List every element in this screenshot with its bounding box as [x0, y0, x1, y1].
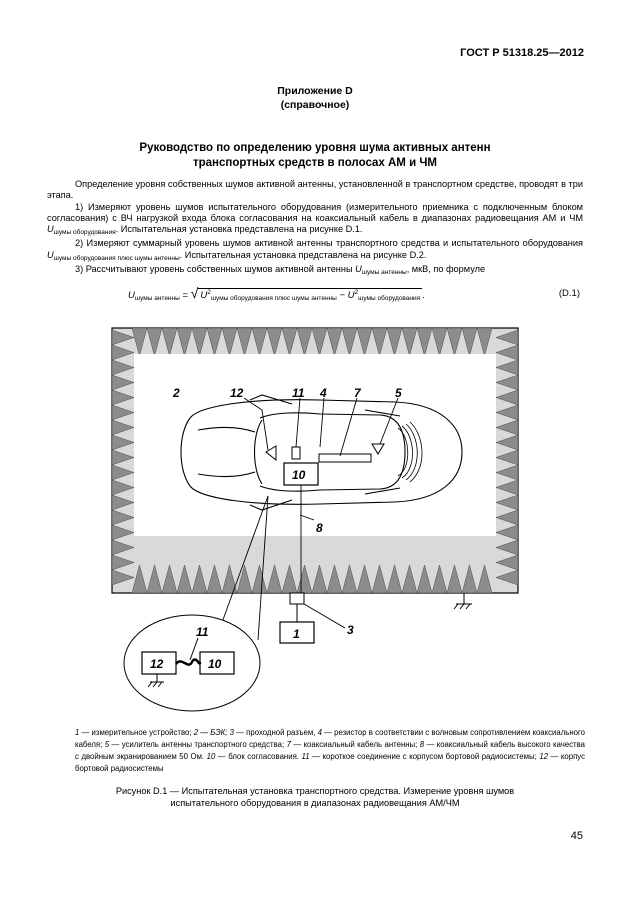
formula-equals: = — [182, 290, 188, 301]
figure-caption — [0, 785, 630, 809]
figure-legend — [75, 727, 585, 775]
feedthrough-connector — [290, 593, 304, 604]
formula-term1-subscript: шумы оборудования плюс шумы антенны — [210, 295, 337, 302]
label-4: 4 — [320, 386, 327, 400]
legend-text-8: — коаксиальный кабель высокого качества с двойным экранированием 50 Ом. — [75, 740, 586, 761]
step-1-subscript: шумы оборудования — [53, 229, 116, 237]
label-1: 1 — [293, 627, 300, 641]
title-line-2: транспортных средств в полосах АМ и ЧМ — [193, 157, 437, 169]
legend-text-5: — усилитель антенны транспортного средства; — [109, 740, 287, 749]
annex-name: Приложение D — [277, 85, 353, 97]
detail-label-10: 10 — [208, 657, 222, 671]
annex-kind: (справочное) — [280, 99, 350, 111]
legend-text-11: — короткое соединение с корпусом бортовой радиосистемы; — [309, 752, 540, 761]
step-3-subscript: шумы антенны — [361, 269, 407, 277]
formula-term2-subscript: шумы оборудования — [358, 295, 421, 302]
caption-line-1: Рисунок D.1 — Испытательная установка транспортного средства. Измерение уровня шумов — [115, 786, 515, 796]
step-2-text: 2) Измеряют суммарный уровень шумов активной антенны транспортного средства и испытательного оборудования — [75, 238, 583, 249]
label-11: 11 — [292, 386, 305, 400]
ground-icon — [454, 593, 472, 609]
step-2-tail: . Испытательная установка представлена на рисунке D.2. — [179, 249, 427, 260]
legend-text-1: — измерительное устройство; — [79, 728, 194, 737]
legend-text-4: — резистор в соответствии с волновым сопротивлением коаксиального кабеля; — [75, 728, 585, 749]
step-3-tail: , мкВ, по формуле — [406, 264, 486, 275]
chamber-interior — [134, 354, 496, 536]
label-3: 3 — [347, 623, 354, 637]
legend-text-10: — блок согласования. — [215, 752, 302, 761]
legend-num-4: 4 — [317, 728, 322, 737]
formula-end: . — [422, 290, 425, 301]
legend-text-7: — коаксиальный кабель антенны; — [290, 740, 420, 749]
detail-label-12: 12 — [150, 657, 164, 671]
legend-num-2: 2 — [193, 728, 199, 737]
formula-lhs-symbol: U — [128, 290, 135, 301]
title-line-1: Руководство по определению уровня шума активных антенн — [139, 142, 491, 154]
label-2: 2 — [173, 386, 180, 400]
caption-line-2: испытательного оборудования в диапазонах радиовещания АМ/ЧМ — [170, 798, 460, 808]
paragraph-intro: Определение уровня собственных шумов активной антенны, установленной в транспортном средстве, проводят в три этапа. — [47, 179, 583, 201]
step-1-text: 1) Измеряют уровень шумов испытательного оборудования (измерительного приемника с подключенным блоком согласования) с ВЧ нагрузкой входа блока согласования на коаксиальный кабель в диапазонах радиовещания АМ и ЧМ — [47, 201, 583, 223]
legend-num-8: 8 — [419, 740, 425, 749]
legend-text-3: — проходной разъем, — [233, 728, 318, 737]
formula-term1-symbol: U — [200, 290, 208, 301]
legend-num-10: 10 — [206, 752, 216, 761]
label-8: 8 — [316, 521, 323, 535]
legend-text-12: — корпус бортовой радиосистемы — [75, 752, 586, 773]
legend-num-7: 7 — [286, 740, 291, 749]
step-1-tail: . Испытательная установка представлена на рисунке D.1. — [115, 224, 363, 235]
label-12: 12 — [230, 386, 244, 400]
detail-label-11: 11 — [196, 625, 209, 639]
legend-text-2: — БЭК; — [198, 728, 230, 737]
legend-num-5: 5 — [104, 740, 110, 749]
label-7: 7 — [354, 386, 361, 400]
step-2-symbol: U — [47, 249, 54, 260]
legend-num-11: 11 — [301, 752, 310, 761]
label-5: 5 — [395, 386, 402, 400]
formula-term2-superscript: 2 — [354, 288, 359, 296]
formula-minus: − — [339, 290, 346, 301]
legend-num-12: 12 — [539, 752, 548, 761]
step-3-symbol: U — [355, 264, 362, 275]
sqrt-icon: √ — [190, 285, 199, 301]
standard-header: ГОСТ Р 51318.25—2012 — [460, 47, 584, 59]
formula-number: (D.1) — [558, 288, 580, 299]
antenna-cable — [319, 454, 371, 462]
formula-term1-superscript: 2 — [207, 288, 211, 296]
label-10: 10 — [292, 468, 306, 482]
legend-num-3: 3 — [229, 728, 234, 737]
formula-term2-symbol: U — [347, 290, 355, 301]
step-2-subscript: шумы оборудования плюс шумы антенны — [53, 254, 180, 262]
resistor-icon — [292, 447, 300, 459]
step-3-text: 3) Рассчитывают уровень собственных шумов активной антенны — [75, 264, 356, 275]
step-1-symbol: U — [47, 224, 54, 235]
formula-lhs-subscript: шумы антенны — [134, 295, 180, 302]
page-number: 45 — [570, 830, 583, 842]
legend-num-1: 1 — [75, 728, 80, 737]
